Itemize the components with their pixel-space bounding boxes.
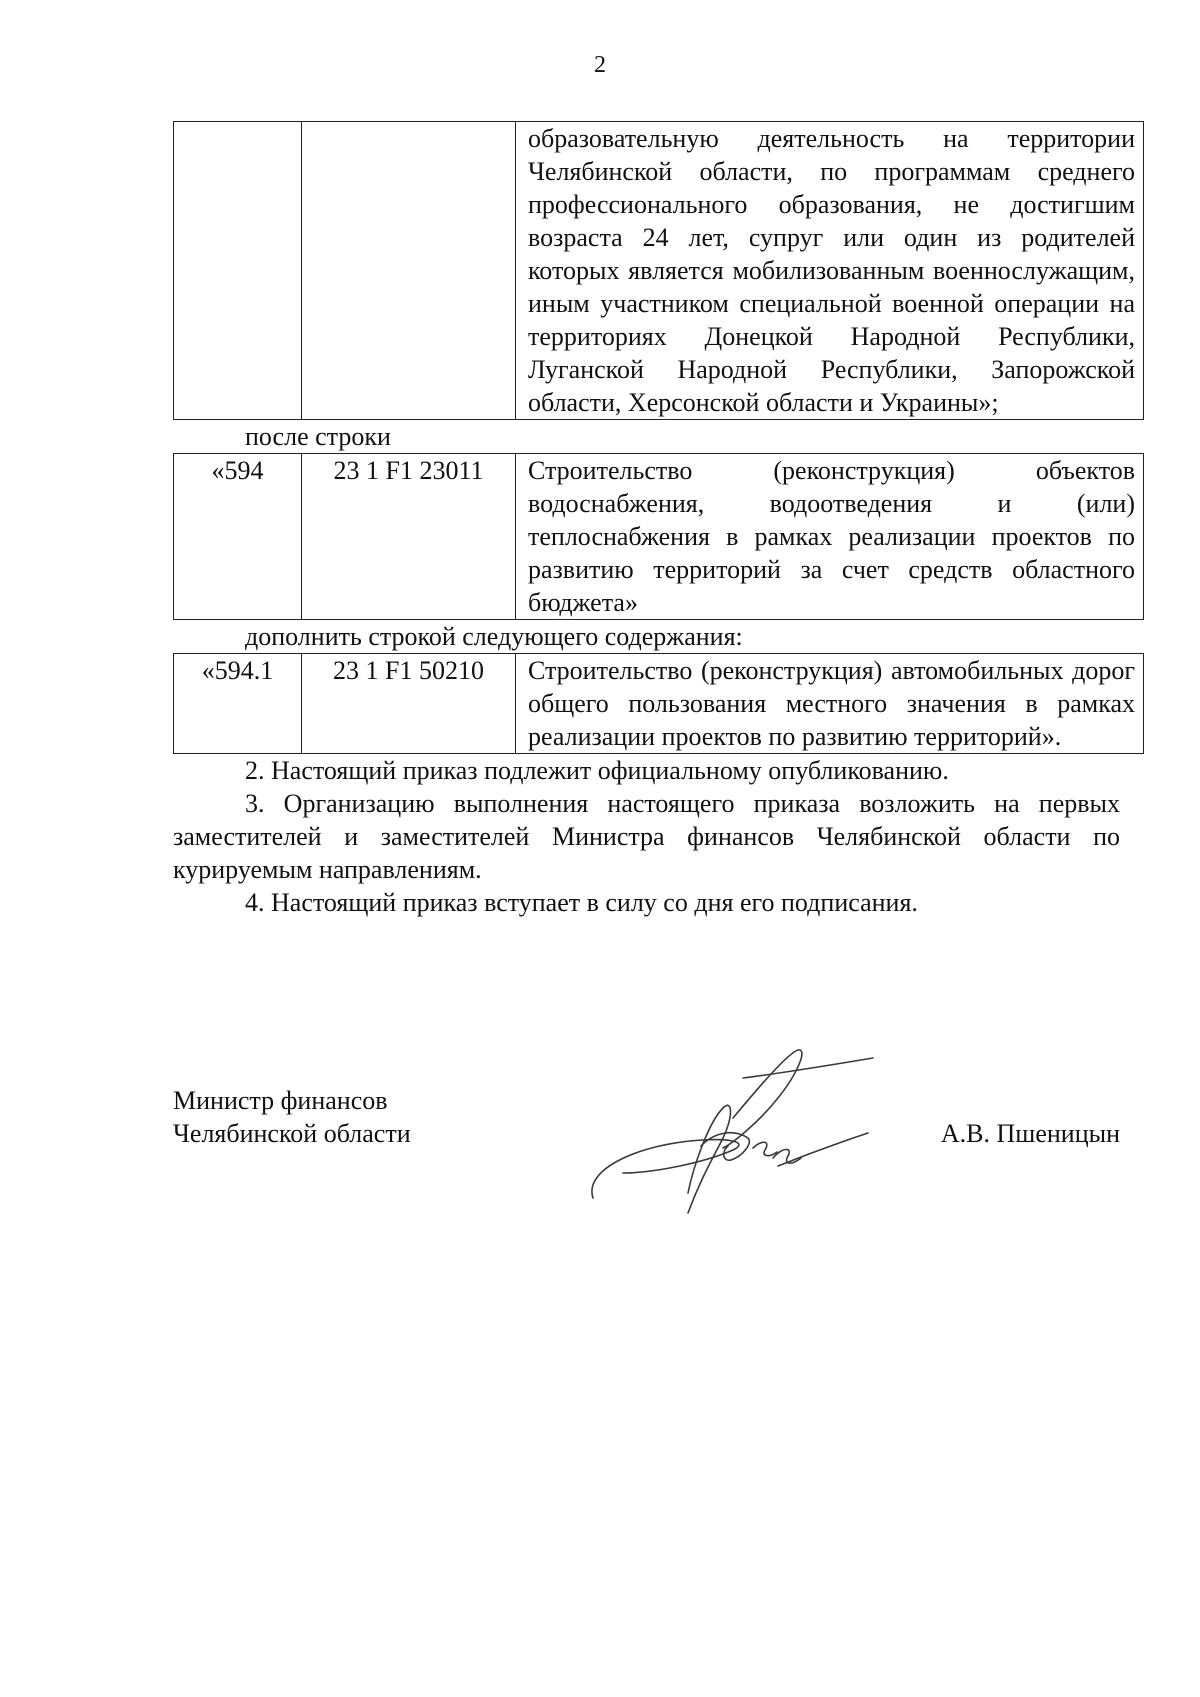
add-row-label: дополнить строкой следующего содержания: [245, 622, 743, 651]
table-row [174, 654, 1144, 754]
page-number: 2 [594, 52, 606, 78]
signature-block [173, 1084, 1120, 1204]
paragraph-4: 4. Настоящий приказ вступает в силу со дня его подписания. [245, 888, 918, 917]
paragraph-3: 3. Организацию выполнения настоящего приказа возложить на первых заместителей и заместителей Министра финансов Челябинской области по курируемым направлениям. [173, 789, 1120, 884]
row-description-cell: образовательную деятельность на территории Челябинской области, по программам среднего профессионального образования, не достигшим возраста 24 лет, супруг или один из родителей которых является мобилизованным военнослужащим, иным участником специальной военной операции на территориях Донецкой Народной Республики, Луганской Народной Республики, Запорожской области, Херсонской области и Украины»; [516, 122, 1144, 420]
row-code-cell: 23 1 F1 23011 [302, 454, 516, 620]
document-body [173, 121, 1135, 919]
table-row-594-1 [173, 653, 1144, 754]
signer-position [173, 1084, 411, 1150]
table-row-594 [173, 453, 1144, 620]
signer-name: А.В. Пшеницын [940, 1119, 1120, 1148]
row-number-cell: «594 [174, 454, 302, 620]
after-row-label: после строки [245, 422, 391, 451]
row-description-cell: Строительство (реконструкция) объектов водоснабжения, водоотведения и (или) теплоснабжения в рамках реализации проектов по развитию территорий за счет средств областного бюджета» [516, 454, 1144, 620]
table-row [174, 122, 1144, 420]
handwritten-signature-icon [583, 1048, 903, 1228]
row-code-cell [302, 122, 516, 420]
row-code-cell: 23 1 F1 50210 [302, 654, 516, 754]
table-row [174, 454, 1144, 620]
paragraph-2: 2. Настоящий приказ подлежит официальному опубликованию. [245, 756, 949, 785]
row-number-cell [174, 122, 302, 420]
row-description-cell: Строительство (реконструкция) автомобильных дорог общего пользования местного значения в рамках реализации проектов по развитию территорий». [516, 654, 1144, 754]
signer-position-line: Министр финансов [173, 1086, 388, 1115]
table-continuation [173, 121, 1144, 420]
signer-position-line: Челябинской области [173, 1119, 411, 1148]
row-number-cell: «594.1 [174, 654, 302, 754]
